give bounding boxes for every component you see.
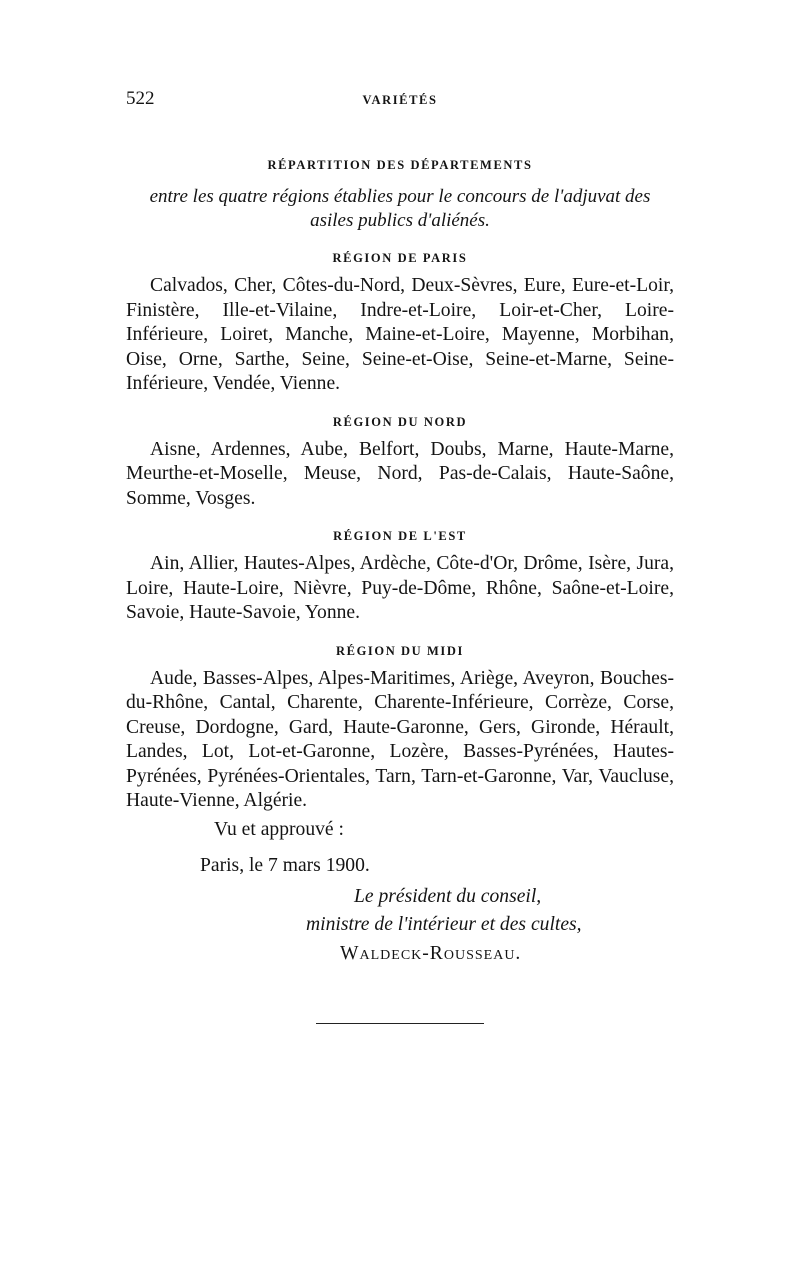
region-heading: RÉGION DU NORD [332,414,468,429]
region-midi [126,644,674,814]
region-nord [126,415,674,512]
document-subtitle: entre les quatre régions établies pour le concours de l'adjuvat des asiles publics d'aliénés. [149,186,651,231]
region-est [126,529,674,626]
running-header [126,88,674,118]
closing-rule [316,1023,484,1024]
document-page [126,88,674,966]
region-departments: Aisne, Ardennes, Aube, Belfort, Doubs, Marne, Haute-Marne, Meurthe-et-Moselle, Meuse, Nord, Pas-de-Calais, Haute-Saône, Somme, Vosges. [126,438,674,509]
region-departments: Calvados, Cher, Côtes-du-Nord, Deux-Sèvres, Eure, Eure-et-Loir, Finistère, Ille-et-Vilaine, Indre-et-Loire, Loir-et-Cher, Loire-Inférieure, Loiret, Manche, Maine-et-Loire, Mayenne, Morbihan, Oise, Orne, Sarthe, Seine, Seine-et-Oise, Seine-et-Marne, Seine-Inférieure, Vendée, Vienne. [126,275,674,394]
approval-statement: Vu et approuvé : [214,818,344,840]
region-heading: RÉGION DU MIDI [336,643,464,658]
signatory-title: Le président du conseil, [354,885,542,907]
approval-block [126,818,674,967]
page-number: 522 [126,88,155,109]
running-title: VARIÉTÉS [362,93,438,107]
place-date: Paris, le 7 mars 1900. [200,855,370,876]
region-departments: Aude, Basses-Alpes, Alpes-Maritimes, Ariège, Aveyron, Bouches-du-Rhône, Cantal, Charente, Charente-Inférieure, Corrèze, Corse, Creuse, Dordogne, Gard, Haute-Garonne, Gers, Gironde, Hérault, Landes, Lot, Lot-et-Garonne, Lozère, Basses-Pyrénées, Hautes-Pyrénées, Pyrénées-Orientales, Tarn, Tarn-et-Garonne, Var, Vaucluse, Haute-Vienne, Algérie. [126,667,674,811]
signatory-office: ministre de l'intérieur et des cultes, [306,914,582,935]
signatory-name: Waldeck-Rousseau. [340,942,522,964]
document-title: RÉPARTITION DES DÉPARTEMENTS [267,158,533,172]
region-departments: Ain, Allier, Hautes-Alpes, Ardèche, Côte-d'Or, Drôme, Isère, Jura, Loire, Haute-Loire, Nièvre, Puy-de-Dôme, Rhône, Saône-et-Loire, Savoie, Haute-Savoie, Yonne. [126,553,674,623]
region-heading: RÉGION DE PARIS [332,251,468,265]
region-heading: RÉGION DE L'EST [333,529,467,543]
region-paris [126,251,674,397]
